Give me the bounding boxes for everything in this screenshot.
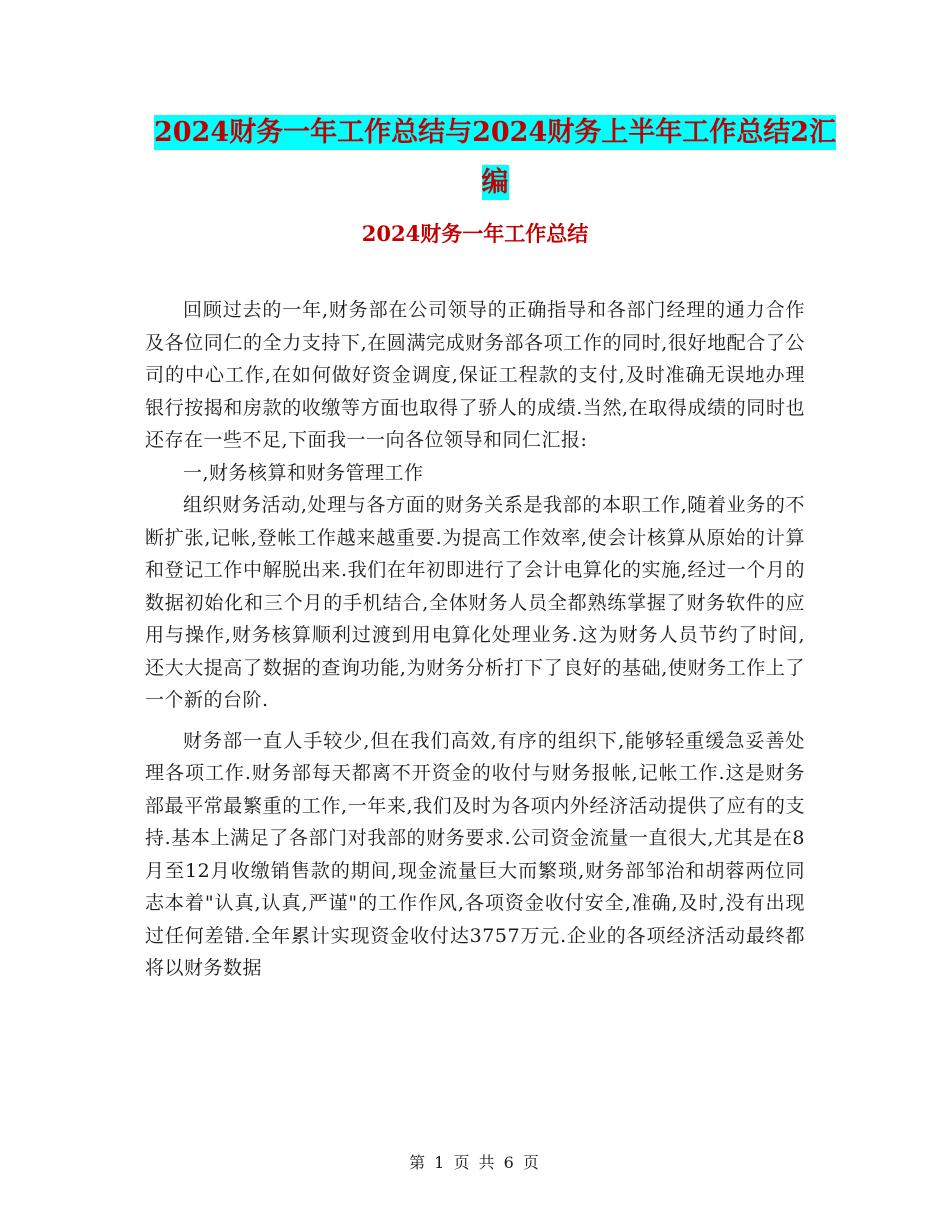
document-title (150, 108, 840, 208)
section-title: 2024财务一年工作总结 (361, 221, 589, 246)
document-body (145, 294, 805, 985)
page-footer: 第 1 页 共 6 页 (409, 1153, 541, 1172)
paragraph-staffing: 财务部一直人手较少,但在我们高效,有序的组织下,能够轻重缓急妥善处理各项工作.财务部每天都离不开资金的收付与财务报帐,记帐工作.这是财务部最平常最繁重的工作,一年来,我们及时为各项内外经济活动提供了应有的支持.基本上满足了各部门对我部的财务要求.公司资金流量一直很大,尤其是在8月至12月收缴销售款的期间,现金流量巨大而繁琐,财务部邹治和胡蓉两位同志本着"认真,认真,严谨"的工作作风,各项资金收付安全,准确,及时,没有出现过任何差错.全年累计实现资金收付达3757万元.企业的各项经济活动最终都将以财务数据 (145, 729, 805, 979)
title-highlight: 2024财务一年工作总结与2024财务上半年工作总结2汇编 (153, 117, 837, 198)
paragraph-accounting: 组织财务活动,处理与各方面的财务关系是我部的本职工作,随着业务的不断扩张,记帐,登帐工作越来越重要.为提高工作效率,使会计核算从原始的计算和登记工作中解脱出来.我们在年初即进行了会计电算化的实施,经过一个月的数据初始化和三个月的手机结合,全体财务人员全都熟练掌握了财务软件的应用与操作,财务核算顺利过渡到用电算化处理业务.这为财务人员节约了时间,还大大提高了数据的查询功能,为财务分析打下了良好的基础,使财务工作上了一个新的台阶. (145, 494, 805, 711)
paragraph-heading-one: 一,财务核算和财务管理工作 (183, 461, 424, 484)
paragraph-intro: 回顾过去的一年,财务部在公司领导的正确指导和各部门经理的通力合作及各位同仁的全力支持下,在圆满完成财务部各项工作的同时,很好地配合了公司的中心工作,在如何做好资金调度,保证工程款的支付,及时准确无误地办理银行按揭和房款的收缴等方面也取得了骄人的成绩.当然,在取得成绩的同时也还存在一些不足,下面我一一向各位领导和同仁汇报: (145, 299, 805, 451)
